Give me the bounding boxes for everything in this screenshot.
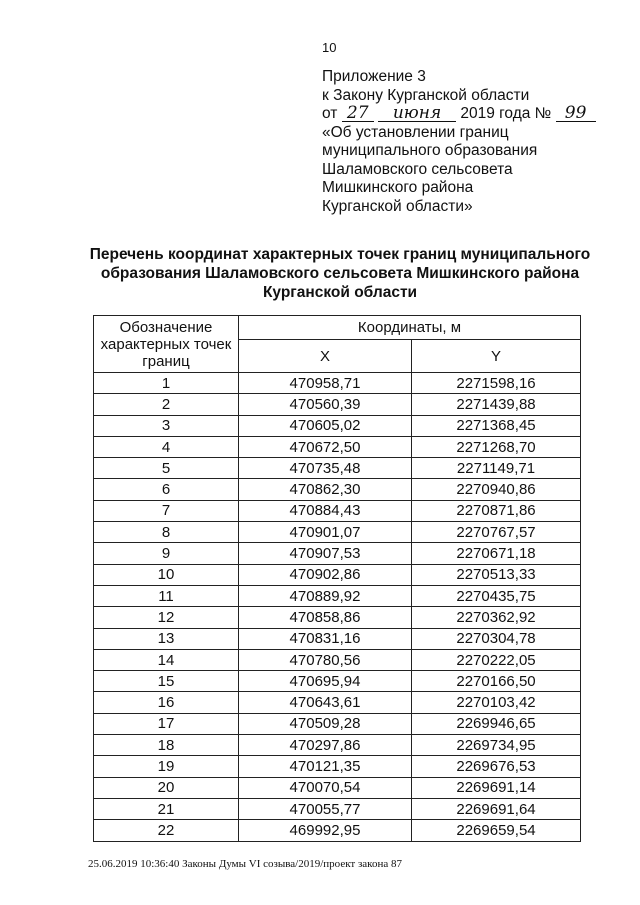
footer-file-info: 25.06.2019 10:36:40 Законы Думы VI созыва/2019/проект закона 87 [88,858,402,870]
appendix-header [322,68,596,216]
x-coordinate-cell: 469992,95 [239,820,412,841]
point-number-cell: 20 [94,777,239,798]
x-coordinate-cell: 470643,61 [239,692,412,713]
x-coordinate-cell: 470695,94 [239,671,412,692]
y-coordinate-cell: 2269676,53 [412,756,581,777]
point-number-cell: 7 [94,500,239,521]
point-number-cell: 16 [94,692,239,713]
x-coordinate-cell: 470672,50 [239,436,412,457]
x-coordinate-cell: 470509,28 [239,713,412,734]
table-row [94,735,581,756]
y-coordinate-cell: 2270767,57 [412,522,581,543]
x-coordinate-cell: 470958,71 [239,373,412,394]
table-row [94,373,581,394]
law-name-line-4: Мишкинского района [322,179,474,196]
y-coordinate-cell: 2270103,42 [412,692,581,713]
y-coordinate-cell: 2270435,75 [412,585,581,606]
y-coordinate-cell: 2271598,16 [412,373,581,394]
date-suffix: 2019 года № [460,105,552,122]
point-number-cell: 2 [94,394,239,415]
y-coordinate-cell: 2271268,70 [412,436,581,457]
point-number-cell: 4 [94,436,239,457]
y-coordinate-cell: 2270940,86 [412,479,581,500]
point-number-cell: 11 [94,585,239,606]
law-name-line-3: Шаламовского сельсовета [322,160,513,178]
table-row [94,628,581,649]
x-coordinate-cell: 470884,43 [239,500,412,521]
y-column-header: Y [412,340,581,373]
y-coordinate-cell: 2270304,78 [412,628,581,649]
y-coordinate-cell: 2270671,18 [412,543,581,564]
x-coordinate-cell: 470560,39 [239,394,412,415]
handwritten-month: июня [378,106,456,122]
document-title [60,245,620,302]
x-coordinate-cell: 470889,92 [239,585,412,606]
handwritten-law-number: 99 [556,106,596,122]
table-row [94,394,581,415]
y-coordinate-cell: 2271368,45 [412,415,581,436]
x-coordinate-cell: 470907,53 [239,543,412,564]
x-coordinate-cell: 470297,86 [239,735,412,756]
table-row [94,564,581,585]
table-row [94,820,581,841]
coordinates-column-header: Координаты, м [239,316,581,340]
table-row [94,777,581,798]
point-number-cell: 18 [94,735,239,756]
table-row [94,798,581,819]
point-number-cell: 19 [94,756,239,777]
table-row [94,543,581,564]
y-coordinate-cell: 2270222,05 [412,649,581,670]
point-number-cell: 6 [94,479,239,500]
x-coordinate-cell: 470605,02 [239,415,412,436]
x-coordinate-cell: 470901,07 [239,522,412,543]
table-row [94,671,581,692]
law-name-line-5: Курганской области» [322,197,473,215]
point-number-cell: 12 [94,607,239,628]
y-coordinate-cell: 2269691,64 [412,798,581,819]
table-row [94,500,581,521]
appendix-title: Приложение 3 [322,68,426,85]
y-coordinate-cell: 2271149,71 [412,458,581,479]
y-coordinate-cell: 2269734,95 [412,735,581,756]
y-coordinate-cell: 2269691,14 [412,777,581,798]
table-row [94,756,581,777]
coordinates-table [93,315,581,842]
x-coordinate-cell: 470121,35 [239,756,412,777]
table-row [94,436,581,457]
point-number-cell: 8 [94,522,239,543]
point-number-cell: 1 [94,373,239,394]
title-line-2: образования Шаламовского сельсовета Мишкинского района [100,265,580,282]
x-coordinate-cell: 470780,56 [239,649,412,670]
x-coordinate-cell: 470862,30 [239,479,412,500]
point-number-cell: 22 [94,820,239,841]
table-row [94,585,581,606]
table-row [94,522,581,543]
y-coordinate-cell: 2271439,88 [412,394,581,415]
x-coordinate-cell: 470055,77 [239,798,412,819]
table-body [94,373,581,842]
table-row [94,649,581,670]
title-line-3: Курганской области [262,284,418,301]
table-row [94,607,581,628]
table-row [94,415,581,436]
x-column-header: X [239,340,412,373]
page-number: 10 [322,40,337,55]
x-coordinate-cell: 470858,86 [239,607,412,628]
law-name-line-1: «Об установлении границ [322,123,509,141]
x-coordinate-cell: 470735,48 [239,458,412,479]
y-coordinate-cell: 2269659,54 [412,820,581,841]
appendix-date-line [322,105,596,124]
table-row [94,458,581,479]
y-coordinate-cell: 2270513,33 [412,564,581,585]
x-coordinate-cell: 470831,16 [239,628,412,649]
y-coordinate-cell: 2269946,65 [412,713,581,734]
point-number-cell: 3 [94,415,239,436]
y-coordinate-cell: 2270871,86 [412,500,581,521]
date-prefix: от [322,105,338,122]
table-row [94,713,581,734]
x-coordinate-cell: 470902,86 [239,564,412,585]
point-number-cell: 13 [94,628,239,649]
law-name-line-2: муниципального образования [322,142,538,159]
title-line-1: Перечень координат характерных точек границ муниципального [89,246,591,263]
point-number-cell: 10 [94,564,239,585]
table-row [94,692,581,713]
point-number-cell: 21 [94,798,239,819]
point-number-cell: 5 [94,458,239,479]
table-row [94,479,581,500]
point-number-cell: 14 [94,649,239,670]
point-number-cell: 9 [94,543,239,564]
handwritten-day: 27 [342,106,374,122]
y-coordinate-cell: 2270362,92 [412,607,581,628]
appendix-law-reference: к Закону Курганской области [322,86,530,104]
point-number-cell: 17 [94,713,239,734]
y-coordinate-cell: 2270166,50 [412,671,581,692]
x-coordinate-cell: 470070,54 [239,777,412,798]
point-column-header: Обозначение характерных точек границ [94,316,239,373]
point-number-cell: 15 [94,671,239,692]
